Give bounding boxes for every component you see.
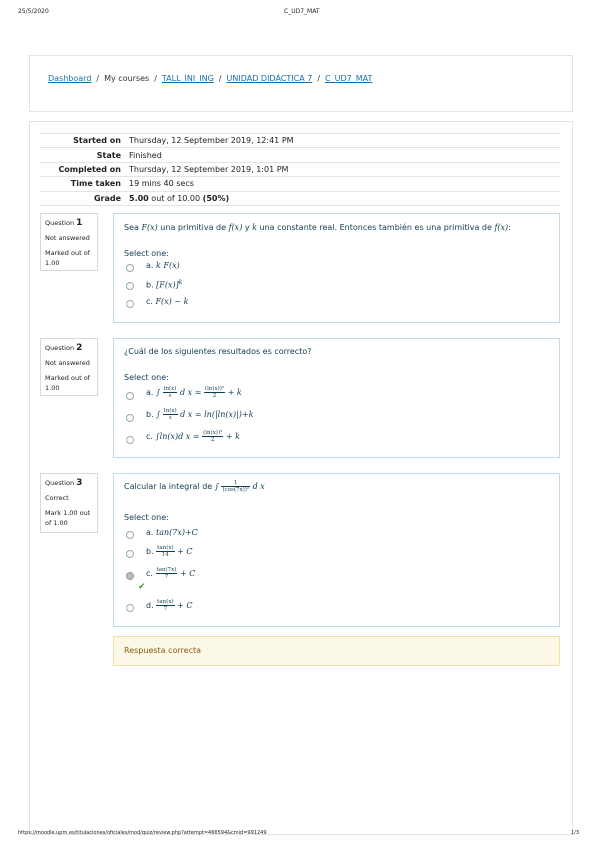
feedback-text: Respuesta correcta [124,646,202,655]
question-mark: Marked out of 1.00 [45,249,90,267]
question-mark: Mark 1.00 out of 1.00 [45,509,91,527]
check-icon: ✔ [138,582,146,592]
breadcrumb-course[interactable]: TALL_INI_ING [161,74,214,83]
summary-label: Time taken [40,177,129,191]
print-title: C_UD7_MAT [284,8,320,15]
select-one-label: Select one: [124,249,169,258]
breadcrumb [48,74,372,83]
radio-button[interactable] [126,604,134,612]
question-box-3: Calcular la integral de ∫ $\frac{1}{\text{(cos(7x))²}}$ d x Select one: a. tan(7x)+C b. $\frac{\tan(x)}{14}$ + C c. $\frac{\tan(7x)}{7}$ + C ✔ d. $\frac{\tan(x)}{7}$ + C [113,473,560,627]
breadcrumb-separator: / [218,74,222,83]
breadcrumb-my-courses: My courses [104,74,150,83]
attempt-summary-table [40,133,560,206]
summary-value: Finished [129,148,560,162]
print-date: 25/5/2020 [18,8,49,15]
summary-value [129,191,560,205]
summary-label: Started on [40,134,129,148]
question-number: Question 3 [45,478,83,488]
question-number: Question 1 [45,218,83,228]
summary-row-time [40,177,560,191]
grade-percent: (50%) [202,193,230,203]
question-text: ¿Cuál de los siguientes resultados es correcto? [124,347,312,356]
breadcrumb-quiz[interactable]: C_UD7_MAT [325,74,373,83]
radio-button[interactable] [126,436,134,444]
breadcrumb-separator: / [96,74,100,83]
question-box-1: Sea F(x) una primitiva de f(x) y k una constante real. Entonces también es una primitiva de f(x): Select one: a. k F(x) b. $[F(x)]^k$ c. F(x) − k [113,213,560,323]
question-state: Not answered [45,234,90,242]
grade-out-of: out of 10.00 [151,193,201,203]
question-text: Calcular la integral de ∫ $\frac{1}{\text{(cos(7x))²}}$ d x [124,480,265,493]
radio-button[interactable] [126,550,134,558]
question-info-1 [40,213,98,271]
summary-row-grade [40,191,560,205]
radio-button[interactable] [126,414,134,422]
question-box-2: ¿Cuál de los siguientes resultados es correcto? Select one: a. ∫ $\frac{\ln(x)}{x}$ d x = $\frac{\text{(ln(x))²}}{2}$ + k b. ∫ $\frac{\ln(x)}{x}$ d x = ln(|ln(x)|)+k c. ∫ln(x)d x = $\frac{\text{(ln(x))²}}{2}$ + k [113,338,560,458]
summary-row-completed [40,162,560,176]
radio-button-checked[interactable] [126,572,134,580]
question-info-2 [40,338,98,396]
radio-button[interactable] [126,300,134,308]
breadcrumb-unit[interactable]: UNIDAD DIDÁCTICA 7 [226,74,313,83]
question-state: Correct [45,494,69,502]
summary-row-state [40,148,560,162]
summary-value: Thursday, 12 September 2019, 1:01 PM [129,162,560,176]
breadcrumb-dashboard[interactable]: Dashboard [48,74,92,83]
summary-row-started [40,134,560,148]
select-one-label: Select one: [124,373,169,382]
question-text: Sea F(x) una primitiva de f(x) y k una constante real. Entonces también es una primitiva de f(x): [124,223,511,232]
radio-button[interactable] [126,531,134,539]
grade-score: 5.00 [129,193,149,203]
summary-value: 19 mins 40 secs [129,177,560,191]
print-url: https://moodle.upm.es/titulaciones/oficiales/mod/quiz/review.php?attempt=466594&cmid=991249 [18,830,267,836]
summary-label: Completed on [40,162,129,176]
feedback-box [113,636,560,666]
question-mark: Marked out of 1.00 [45,374,90,392]
question-state: Not answered [45,359,90,367]
summary-label: Grade [40,191,129,205]
breadcrumb-panel [29,55,573,112]
summary-value: Thursday, 12 September 2019, 12:41 PM [129,134,560,148]
question-info-3 [40,473,98,533]
radio-button[interactable] [126,282,134,290]
radio-button[interactable] [126,392,134,400]
breadcrumb-separator: / [154,74,157,83]
select-one-label: Select one: [124,513,169,522]
radio-button[interactable] [126,264,134,272]
breadcrumb-separator: / [317,74,321,83]
print-page-number: 1/3 [571,830,580,836]
summary-label: State [40,148,129,162]
question-number: Question 2 [45,343,83,353]
